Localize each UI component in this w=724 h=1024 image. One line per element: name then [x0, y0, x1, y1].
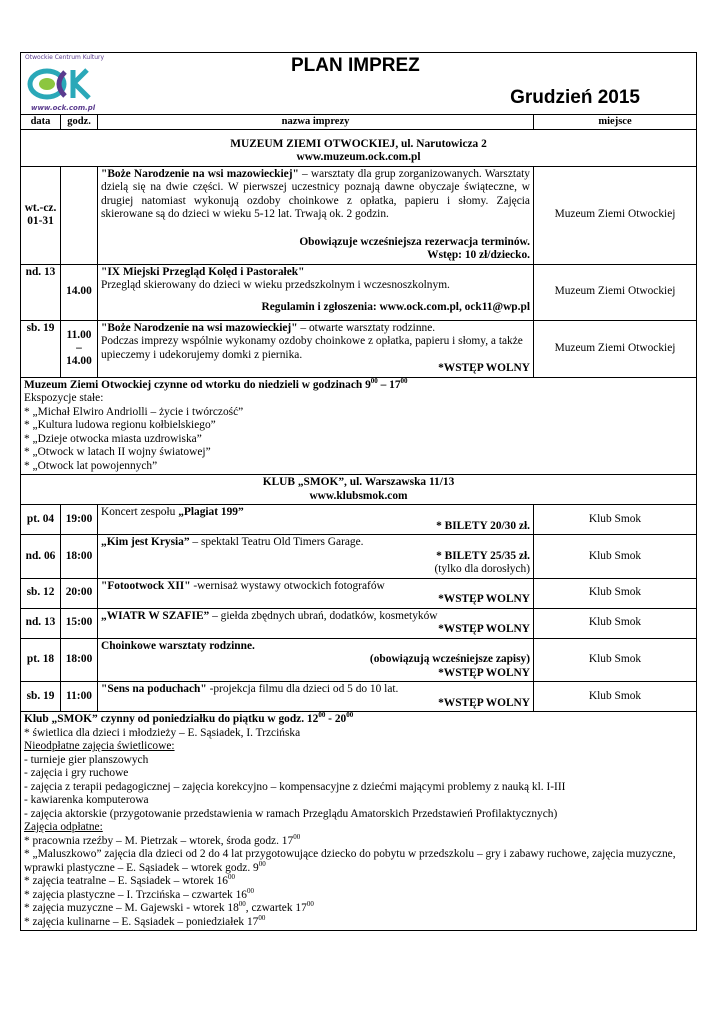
event-place: Muzeum Ziemi Otwockiej: [534, 264, 697, 320]
event-title-prefix: Koncert zespołu: [101, 506, 179, 518]
event-place: Klub Smok: [534, 535, 697, 579]
event-note: Regulamin i zgłoszenia: www.ock.com.pl, ock11@wp.pl: [261, 300, 530, 313]
event-title: „WIATR W SZAFIE”: [101, 609, 210, 622]
event-desc: – otwarte warsztaty rodzinne.: [297, 321, 436, 334]
event-desc: Przegląd skierowany do dzieci w wieku przedszkolnym i wczesnoszkolnym.: [101, 279, 450, 291]
museum-hours: Muzeum Ziemi Otwockiej czynne od wtorku do niedzieli w godzinach $9^{00} - 17^{00}$: [24, 376, 408, 391]
free-classes-label: Nieodpłatne zajęcia świetlicowe:: [24, 740, 175, 752]
list-item: * „Kultura ludowa regionu kołbielskiego”: [24, 419, 216, 431]
event-note: *WSTĘP WOLNY: [438, 593, 530, 605]
list-item: * „Otwock lat powojennych”: [24, 459, 158, 472]
event-note: *WSTĘP WOLNY: [438, 623, 530, 635]
list-item: - zajęcia aktorskie (przygotowanie przedstawienia w ramach Przeglądu Amatorskich Przedstawień Profilaktycznych): [24, 807, 558, 820]
table-header-row: [21, 115, 697, 130]
museum-info-row: [21, 377, 697, 475]
event-desc-more: Podczas imprezy wspólnie wykonamy ozdoby choinkowe z opłatka, papieru i słomy, a także upieczemy i udekorujemy domki z piernika.: [101, 335, 523, 361]
event-time: 19:00: [61, 505, 98, 535]
list-item: * pracownia rzeźby – M. Pietrzak – wtorek, środa godz. $17^{00}$: [24, 832, 301, 847]
event-place: Klub Smok: [534, 578, 697, 608]
event-title: "Boże Narodzenie na wsi mazowieckiej": [101, 167, 299, 180]
column-header: nazwa imprezy: [98, 115, 534, 130]
event-date: wt.-cz. 01-31: [21, 166, 61, 264]
klub-info-row: [21, 712, 697, 931]
event-date: sb. 12: [21, 578, 61, 608]
table-row: [21, 638, 697, 682]
event-date: sb. 19: [21, 320, 61, 377]
event-description: [98, 320, 534, 377]
column-header: godz.: [61, 115, 98, 130]
table-row: [21, 608, 697, 638]
event-time: 20:00: [61, 578, 98, 608]
museum-name: MUZEUM ZIEMI OTWOCKIEJ, ul. Narutowicza 2: [230, 137, 487, 150]
paid-classes-label: Zajęcia odpłatne:: [24, 821, 103, 833]
page-month: Grudzień 2015: [510, 87, 640, 108]
event-desc: – spektakl Teatru Old Timers Garage.: [189, 536, 364, 548]
museum-section-header: [21, 129, 697, 166]
event-time: 18:00: [61, 638, 98, 682]
event-description: [98, 505, 534, 535]
list-item: * „Maluszkowo” zajęcia dla dzieci od 2 do 4 lat przygotowujące dziecko do pobytu w przedszkolu – gry i zabawy ruchowe, zajęcia muzyczne, wprawki plastyczne – E. Sąsiadek – wtorek godz. $9^{00}$: [24, 848, 676, 874]
event-plan-page: [20, 52, 697, 931]
list-item: * „Otwock w latach II wojny światowej”: [24, 446, 211, 458]
event-time: 11:00: [61, 682, 98, 712]
exhibitions-label: Ekspozycje stałe:: [24, 392, 104, 404]
logo-tagline: Otwockie Centrum Kultury: [25, 54, 105, 61]
list-item: * zajęcia plastyczne – I. Trzcińska – czwartek $16^{00}$: [24, 886, 254, 901]
event-place: Klub Smok: [534, 608, 697, 638]
event-note: (tylko dla dorosłych): [434, 563, 530, 575]
klub-name: KLUB „SMOK”, ul. Warszawska 11/13: [262, 476, 455, 488]
list-item: - kawiarenka komputerowa: [24, 794, 149, 806]
event-title: Choinkowe warsztaty rodzinne.: [101, 639, 255, 652]
event-date: sb. 19: [21, 682, 61, 712]
event-time: 11.00 – 14.00: [61, 320, 98, 377]
event-note: *WSTĘP WOLNY: [438, 666, 530, 679]
event-desc: -projekcja filmu dla dzieci od 5 do 10 lat.: [206, 683, 399, 695]
event-note: * BILETY 25/35 zł.: [436, 549, 530, 562]
event-description: [98, 682, 534, 712]
event-time: [61, 166, 98, 264]
event-date: nd. 13: [21, 264, 61, 320]
event-description: [98, 638, 534, 682]
page-header: [20, 52, 697, 114]
event-time: 15:00: [61, 608, 98, 638]
table-row: [21, 535, 697, 579]
event-description: [98, 166, 534, 264]
table-row: [21, 320, 697, 377]
table-row: [21, 578, 697, 608]
event-place: Klub Smok: [534, 505, 697, 535]
event-title: "Fotootwock XII": [101, 579, 191, 592]
event-time: 14.00: [61, 264, 98, 320]
event-title: "Boże Narodzenie na wsi mazowieckiej": [101, 321, 298, 334]
event-desc: – giełda zbędnych ubrań, dodatków, kosmetyków: [209, 609, 438, 622]
event-date: nd. 06: [21, 535, 61, 579]
event-note: *WSTĘP WOLNY: [438, 696, 530, 709]
event-description: [98, 578, 534, 608]
event-place: Klub Smok: [534, 638, 697, 682]
ock-logo: [25, 54, 105, 112]
event-place: Muzeum Ziemi Otwockiej: [534, 166, 697, 264]
column-header: miejsce: [534, 115, 697, 130]
logo-url: www.ock.com.pl: [31, 104, 96, 112]
event-note: *WSTĘP WOLNY: [438, 362, 530, 374]
klub-hours: Klub „SMOK” czynny od poniedziałku do piątku w godz. $12^{00} - 20^{00}$: [24, 711, 354, 725]
table-row: [21, 264, 697, 320]
event-title: "Sens na poduchach": [101, 683, 207, 695]
event-title: „Plagiat 199”: [178, 506, 244, 518]
event-date: nd. 13: [21, 608, 61, 638]
event-desc: -wernisaż wystawy otwockich fotografów: [190, 579, 385, 592]
event-description: [98, 535, 534, 579]
event-title: „Kim jest Krysia”: [101, 536, 190, 548]
list-item: * „Dzieje otwocka miasta uzdrowiska”: [24, 432, 202, 445]
event-date: pt. 04: [21, 505, 61, 535]
event-title: "IX Miejski Przegląd Kolęd i Pastorałek": [101, 265, 305, 278]
museum-url: www.muzeum.ock.com.pl: [296, 151, 421, 163]
event-note: Obowiązuje wcześniejsza rezerwacja terminów.: [299, 235, 530, 248]
list-item: * zajęcia kulinarne – E. Sąsiadek – poniedziałek $17^{00}$: [24, 913, 266, 928]
event-place: Muzeum Ziemi Otwockiej: [534, 320, 697, 377]
list-item: - zajęcia z terapii pedagogicznej – zajęcia korekcyjno – kompensacyjne z dziećmi mającymi problemy z nauką kl. I-III: [24, 780, 566, 793]
list-item: - zajęcia i gry ruchowe: [24, 767, 129, 779]
page-title: PLAN IMPREZ: [291, 55, 420, 76]
table-row: [21, 166, 697, 264]
event-time: 18:00: [61, 535, 98, 579]
event-description: [98, 608, 534, 638]
list-item: * zajęcia teatralne – E. Sąsiadek – wtorek $16^{00}$: [24, 873, 235, 887]
list-item: * zajęcia muzyczne – M. Gajewski - wtorek $18^{00}$, czwartek $17^{00}$: [24, 900, 314, 914]
event-desc: – warsztaty dla grup zorganizowanych. Warsztaty dzielą się na dwie części. W pierwszej uczestnicy poznają dawne obyczaje świąteczne, w drugiej natomiast wykonują ozdoby choinkowe z opłatka, papieru i słomy. Zajęcia skierowane są do dzieci w wieku 5-12 lat. Trwają ok. 2 godzin.: [101, 167, 530, 220]
column-header: data: [21, 115, 61, 130]
event-note: Wstęp: 10 zł/dziecko.: [427, 249, 530, 261]
list-item: * świetlica dla dzieci i młodzieży – E. Sąsiadek, I. Trzcińska: [24, 726, 301, 739]
list-item: * „Michał Elwiro Andriolli – życie i twórczość”: [24, 405, 244, 418]
event-description: [98, 264, 534, 320]
table-row: [21, 505, 697, 535]
event-note: (obowiązują wcześniejsze zapisy): [369, 653, 530, 665]
klub-url: www.klubsmok.com: [309, 489, 408, 502]
event-place: Klub Smok: [534, 682, 697, 712]
event-date: pt. 18: [21, 638, 61, 682]
event-note: * BILETY 20/30 zł.: [436, 519, 530, 532]
table-row: [21, 682, 697, 712]
events-table: [20, 114, 697, 931]
list-item: - turnieje gier planszowych: [24, 753, 149, 766]
klub-section-header: [21, 475, 697, 505]
